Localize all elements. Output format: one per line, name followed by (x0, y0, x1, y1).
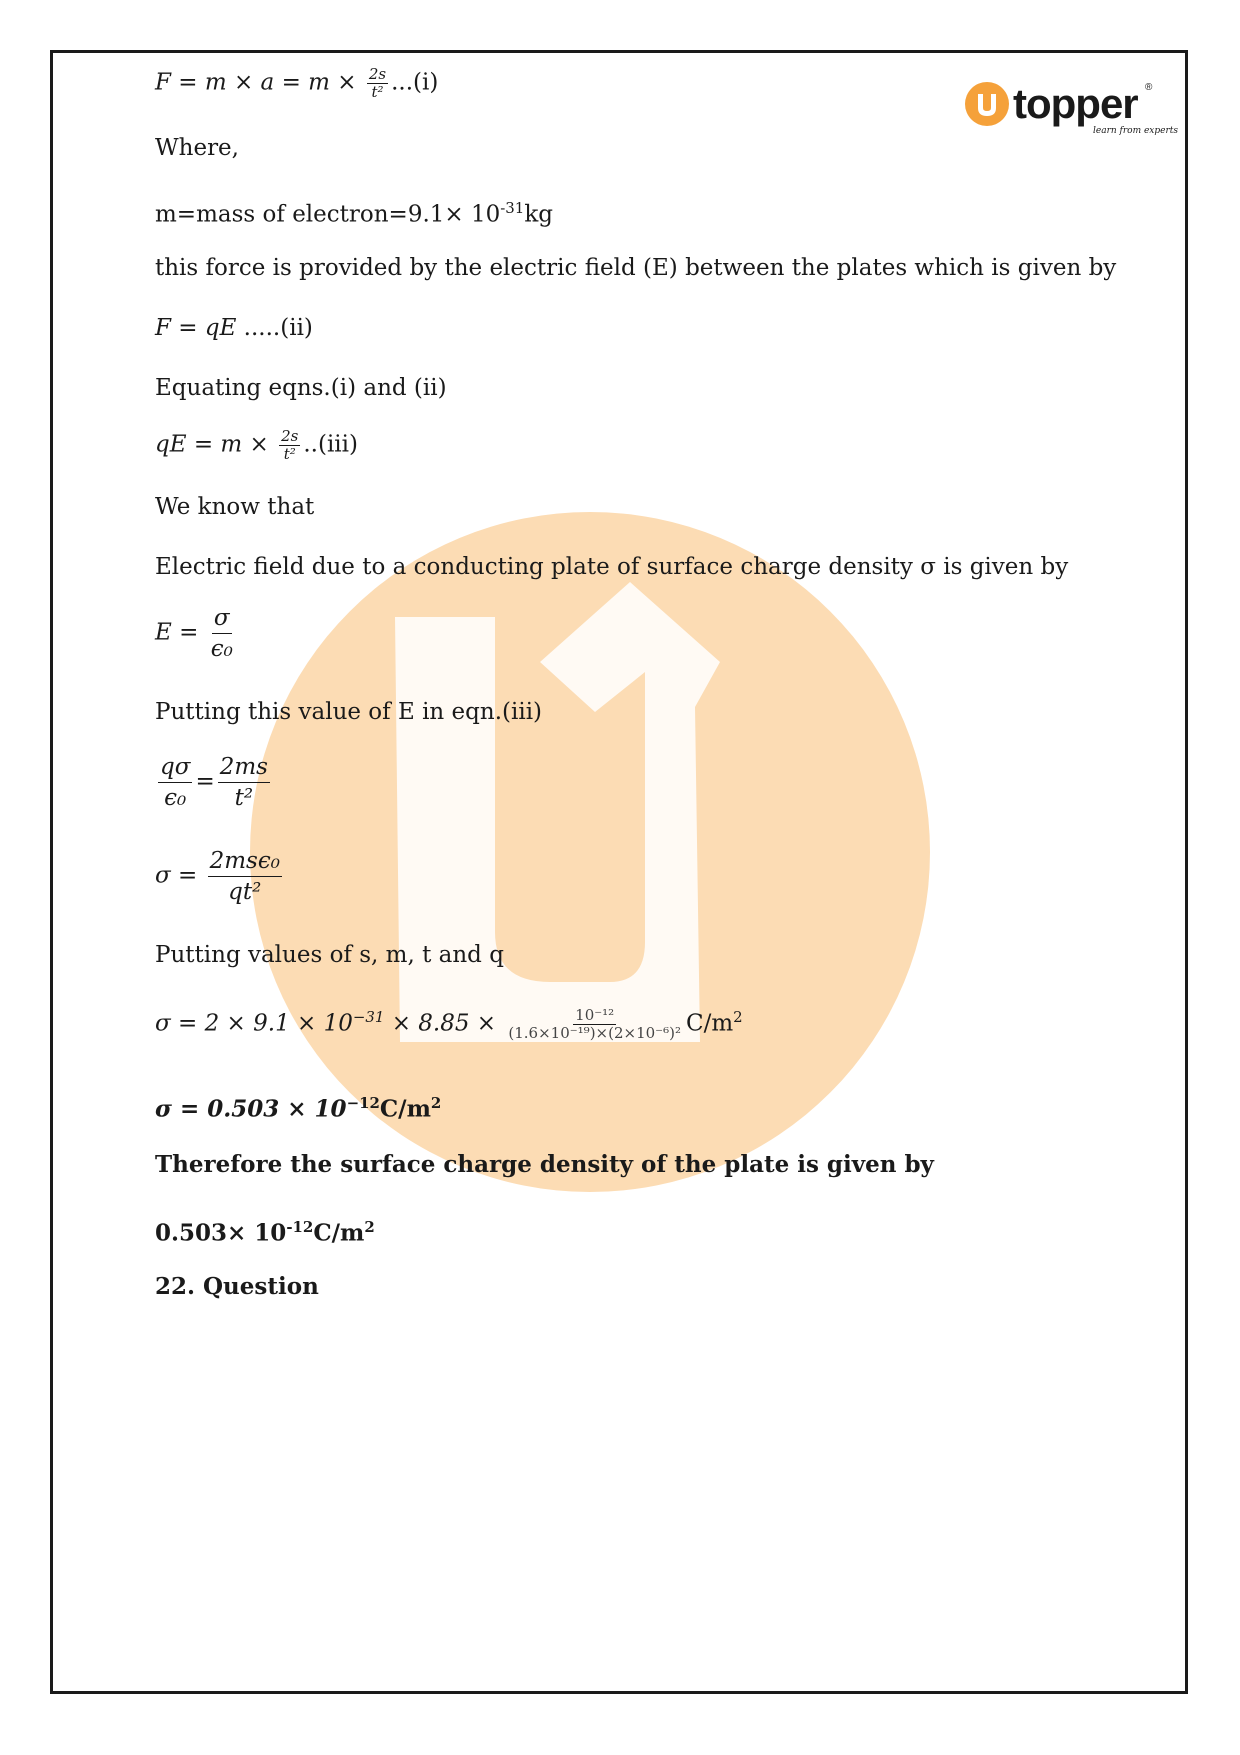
therefore-text: Therefore the surface charge density of the plate is given by (155, 1151, 934, 1178)
svg-text:®: ® (1145, 82, 1153, 93)
putting-values-text: Putting values of s, m, t and q (155, 942, 504, 968)
svg-text:learn from experts: learn from experts (1093, 126, 1179, 136)
equation-ii: F = qE .....(ii) (155, 315, 313, 341)
topper-logo-icon (965, 78, 1179, 140)
equation-i: F = m × a = m × $\frac{2s}{\text{t²}}$ ...(i) (155, 65, 439, 101)
equating-text: Equating eqns.(i) and (ii) (155, 375, 447, 401)
result-equation: $\sigma = 0.503 \times 10^{-12}C/m^2$ (155, 1094, 442, 1123)
equation-q-sigma: $\frac{q\sigma}{\text{ϵ₀}}$ = $\frac{2ms}{\text{t²}}$ (160, 754, 268, 811)
putting-value-text: Putting this value of E in eqn.(iii) (155, 699, 543, 725)
equation-substitution: $\sigma = 2 \times 9.1 \times 10^{-31} \times 8.85$ × $\frac{\text{10⁻¹²}}{\text{(1.6×10⁻¹⁹)×(2×10⁻⁶)²}}$ $C/m^2$ (155, 1006, 743, 1043)
field-conducting-plate-text: Electric field due to a conducting plate of surface charge density σ is given by (155, 554, 1069, 580)
svg-text:topper: topper (1013, 80, 1138, 127)
we-know-that: We know that (155, 494, 315, 520)
where-label: Where, (155, 135, 239, 161)
topper-logo (965, 78, 1179, 140)
electric-field-text: this force is provided by the electric field (E) between the plates which is given by (155, 255, 1117, 281)
equation-iii: qE = m × $\frac{2s}{\text{t²}}$ ..(iii) (155, 427, 358, 463)
final-answer: $0.503\times 10^{-12}C/m^2$ (155, 1218, 375, 1247)
electron-mass: m=mass of electron=9.1× $10^{-31}kg$ (155, 199, 553, 228)
question-heading: 22. Question (155, 1273, 319, 1300)
equation-e-sigma: E = $\frac{\sigma}{\text{ϵ₀}}$ (155, 605, 233, 662)
equation-sigma: σ = $\frac{\text{2msϵ₀}}{\text{qt²}}$ (155, 848, 280, 905)
